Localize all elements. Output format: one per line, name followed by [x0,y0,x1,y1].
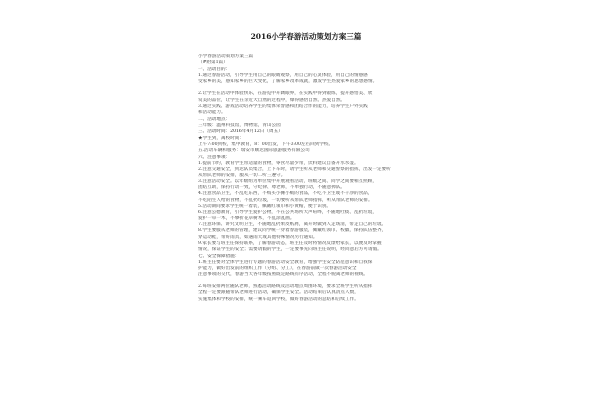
text-line: ★学生到，离校时间： [198,135,244,141]
section-heading: 七、安全保障措施： [198,253,240,259]
text-line: 8.学生要服从老师的管理，建议同学统一穿着春游服装，佩戴红领巾、校徽，保持队伍整齐， [198,228,387,234]
text-line: 4.注意食品卫生，不乱吃东西，不购买小摊小贩的食品，不吃不卫生或不干净的食品， [198,191,373,197]
text-line: 6.注意公德教育，引导学生爱护公物，不在公共场所大声喧哗，不随地吐痰、乱扔垃圾， [198,209,377,215]
section-heading: 三、活动时间：2016年4月12日（周五） [198,129,283,135]
text-line: 1.班主任要对全体学生进行专题的春游活动安全教育，增强学生安全防范意识和自我保 [198,259,373,265]
text-line: 3.通过实践、游戏活动培养学生的集体荣誉感和团结合作的能力，培养学生户外实践 [198,103,368,109]
document-page [190,32,422,400]
text-line: 三年级：温州科技馆，博物馆，青山公园 [198,122,281,128]
text-line: 五.活动车辆和服务：瑞安市顺达国际旅游服务有限公司 [198,147,310,153]
text-line: （#附第1篇） [198,60,228,66]
text-line: 受家乡的美，感知家乡的巨大变化，了解家乡改革成就，激发学生热爱家乡的思想感情。 [198,79,378,85]
text-line: 穿运动鞋，带好雨具，如遇雨天或其他特殊情况另行通知。 [198,234,318,240]
text-line: 情况，保证学生的安全；需要请假的学生，一定要事先向班主任说明，经同意后方可请假。 [198,246,382,252]
text-line: 实施集体和学校的安排，统一乘车返回学校，做好春游活动的总结和后续工作。 [198,296,359,302]
text-line: 7.注意环保、讲究文明卫生，不随地乱扔果皮纸屑，离开时做到人走场清，带走自己的垃圾。 [198,222,387,228]
text-line: 和活动能力。 [198,109,226,115]
text-line: 2.让学生在活动中体验快乐，在游览中开阔眼界，在实践中得到锻炼，提升感悟美、欣 [198,91,373,97]
text-line: 注意事项的交代，春游当天各年级按照既定路线有序活动，全程不脱离老师的视线。 [198,271,368,277]
section-heading: 六、注意事项： [198,154,231,160]
document-title: 2016小学春游活动策划方案三篇 [250,32,362,41]
text-line: 5.活动期间要求学生统一着装，佩戴红领巾和小黄帽，便于识别。 [198,203,332,209]
text-line: 全程一定要跟随带队老师进行活动，确保学生安全。活动结束后认真清点人数， [198,290,359,296]
section-heading: 一、活动目的： [198,66,231,72]
text-line: 团结互助，保持行动一致，守纪律、尊老师，不单独行动，不随意掉队。 [198,185,346,191]
text-line: 爱护一草一木，不攀折花草树木，不乱涂乱画。 [198,216,295,222]
text-line: 2.每班安排两位随队老师，熟悉活动路线及活动地点周围环境，要求全班学生听从指挥 [198,284,373,290]
text-line: 从带队老师的安排，服从一切二听三遵守。 [198,172,286,178]
text-line: 3.注意活动安全。以年级组为单位集中开展观看活动，班级之间、同学之间要相互照顾， [198,179,377,185]
text-line: 1.提前节约，教育学生带适量的食物，零食尽量少带，饮料建议自备开水水壶。 [198,160,359,166]
text-line: 2.注意交通安全，到达队员集合，上下车时，请学生听从老师和交通警察的指挥，出发一定要听 [198,166,391,172]
text-line: 1.通过春游活动，引导学生用自己的眼睛观察，用自己的心灵体验，用自己的情感感 [198,72,368,78]
text-line: 赏美的品位，让学生在亲近大自然的过程中，爆得感悟自然、热爱自然。 [198,97,346,103]
document-body [198,54,420,303]
text-line: 护能力，做好出发前的组织工作（分组、分工），在春游前做一次春游活动安全 [198,265,357,271]
text-line: 不吃陌生人给的食物，不乱扔垃圾，一切要听从带队老师指挥，听从带队老师的安排。 [198,197,373,203]
section-heading: 二、活动地点： [198,116,231,122]
text-line: 9.家长要与班主任保持联系，了解春游动态，班主任及时将情况反馈给家长，以便及时掌握 [198,240,382,246]
text-line: 小学春游活动策划方案三篇 [198,54,254,59]
text-line: 上午7:00到校，集中教育，8：00出发，下午3:00左右回到学校。 [198,141,334,147]
